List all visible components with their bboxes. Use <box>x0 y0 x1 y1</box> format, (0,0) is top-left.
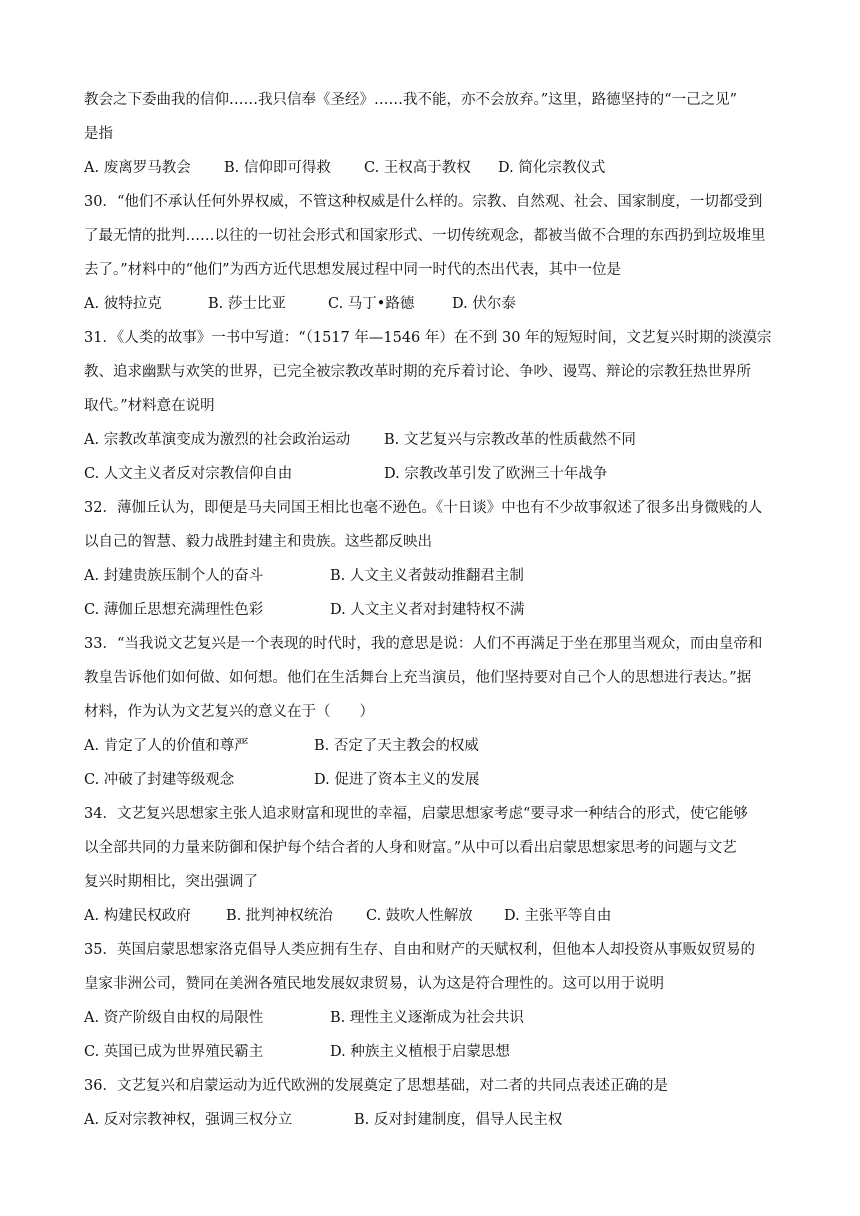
question-31-line-3: 取代。”材料意在说明 <box>84 398 215 414</box>
q30-option-c: C. 马丁•路德 <box>328 296 415 312</box>
q33-option-b: B. 否定了天主教会的权威 <box>314 738 479 754</box>
q32-option-d: D. 人文主义者对封建特权不满 <box>330 602 525 618</box>
question-34-line-3: 复兴时期相比，突出强调了 <box>84 874 258 890</box>
q33-option-a: A. 肯定了人的价值和尊严 <box>84 738 249 754</box>
q32-option-c: C. 薄伽丘思想充满理性色彩 <box>84 602 264 618</box>
question-36-line-1: 36．文艺复兴和启蒙运动为近代欧洲的发展奠定了思想基础，对二者的共同点表述正确的是 <box>84 1078 668 1094</box>
q33-option-c: C. 冲破了封建等级观念 <box>84 772 235 788</box>
question-29-line-1: 教会之下委曲我的信仰……我只信奉《圣经》……我不能，亦不会放弃。”这里，路德坚持的“一己之见” <box>84 92 737 108</box>
question-32-line-1: 32．薄伽丘认为，即便是马夫同国王相比也毫不逊色。《十日谈》中也有不少故事叙述了很多出身微贱的人 <box>84 500 763 516</box>
q35-option-c: C. 英国已成为世界殖民霸主 <box>84 1044 264 1060</box>
question-30-line-3: 去了。”材料中的“他们”为西方近代思想发展过程中同一时代的杰出代表，其中一位是 <box>84 262 621 278</box>
q31-option-a: A. 宗教改革演变成为激烈的社会政治运动 <box>84 432 351 448</box>
q36-option-b: B. 反对封建制度，倡导人民主权 <box>354 1112 563 1128</box>
q29-option-a: A. 废离罗马教会 <box>84 160 191 176</box>
question-33-line-2: 教皇告诉他们如何做、如何想。他们在生活舞台上充当演员，他们坚持要对自己个人的思想进行表达。”据 <box>84 670 752 686</box>
question-31-line-1: 31．《人类的故事》一书中写道：“（1517 年—1546 年）在不到 30 年的短短时间，文艺复兴时期的淡漠宗 <box>84 330 772 346</box>
question-29-line-2: 是指 <box>84 126 113 142</box>
question-34-line-2: 以全部共同的力量来防御和保护每个结合者的人身和财富。”从中可以看出启蒙思想家思考的问题与文艺 <box>84 840 737 856</box>
q33-option-d: D. 促进了资本主义的发展 <box>314 772 480 788</box>
question-33-line-3: 材料，作为认为文艺复兴的意义在于（ ） <box>84 704 374 720</box>
q34-option-c: C. 鼓吹人性解放 <box>366 908 473 924</box>
q34-option-d: D. 主张平等自由 <box>504 908 612 924</box>
q35-option-b: B. 理性主义逐渐成为社会共识 <box>330 1010 524 1026</box>
q34-option-a: A. 构建民权政府 <box>84 908 191 924</box>
q32-option-a: A. 封建贵族压制个人的奋斗 <box>84 568 264 584</box>
q35-option-a: A. 资产阶级自由权的局限性 <box>84 1010 264 1026</box>
question-34-line-1: 34．文艺复兴思想家主张人追求财富和现世的幸福，启蒙思想家考虑“要寻求一种结合的形式，使它能够 <box>84 806 748 822</box>
question-32-line-2: 以自己的智慧、毅力战胜封建主和贵族。这些都反映出 <box>84 534 432 550</box>
q29-option-d: D. 简化宗教仪式 <box>498 160 606 176</box>
q34-option-b: B. 批判神权统治 <box>226 908 333 924</box>
q36-option-a: A. 反对宗教神权，强调三权分立 <box>84 1112 293 1128</box>
question-30-line-1: 30．“他们不承认任何外界权威，不管这种权威是什么样的。宗教、自然观、社会、国家制度，一切都受到 <box>84 194 763 210</box>
question-33-line-1: 33．“当我说文艺复兴是一个表现的时代时，我的意思是说：人们不再满足于坐在那里当观众，而由皇帝和 <box>84 636 763 652</box>
q35-option-d: D. 种族主义植根于启蒙思想 <box>330 1044 510 1060</box>
q31-option-d: D. 宗教改革引发了欧洲三十年战争 <box>384 466 608 482</box>
question-35-line-1: 35．英国启蒙思想家洛克倡导人类应拥有生存、自由和财产的天赋权利，但他本人却投资从事贩奴贸易的 <box>84 942 755 958</box>
q32-option-b: B. 人文主义者鼓动推翻君主制 <box>330 568 524 584</box>
q30-option-b: B. 莎士比亚 <box>208 296 286 312</box>
question-35-line-2: 皇家非洲公司，赞同在美洲各殖民地发展奴隶贸易，认为这是符合理性的。这可以用于说明 <box>84 976 664 992</box>
q30-option-a: A. 彼特拉克 <box>84 296 162 312</box>
q29-option-b: B. 信仰即可得救 <box>224 160 331 176</box>
q31-option-c: C. 人文主义者反对宗教信仰自由 <box>84 466 293 482</box>
q29-option-c: C. 王权高于教权 <box>364 160 471 176</box>
question-31-line-2: 教、追求幽默与欢笑的世界，已完全被宗教改革时期的充斥着讨论、争吵、谩骂、辩论的宗教狂热世界所 <box>84 364 751 380</box>
q30-option-d: D. 伏尔泰 <box>452 296 516 312</box>
q31-option-b: B. 文艺复兴与宗教改革的性质截然不同 <box>384 432 636 448</box>
question-30-line-2: 了最无情的批判……以往的一切社会形式和国家形式、一切传统观念，都被当做不合理的东西扔到垃圾堆里 <box>84 228 766 244</box>
